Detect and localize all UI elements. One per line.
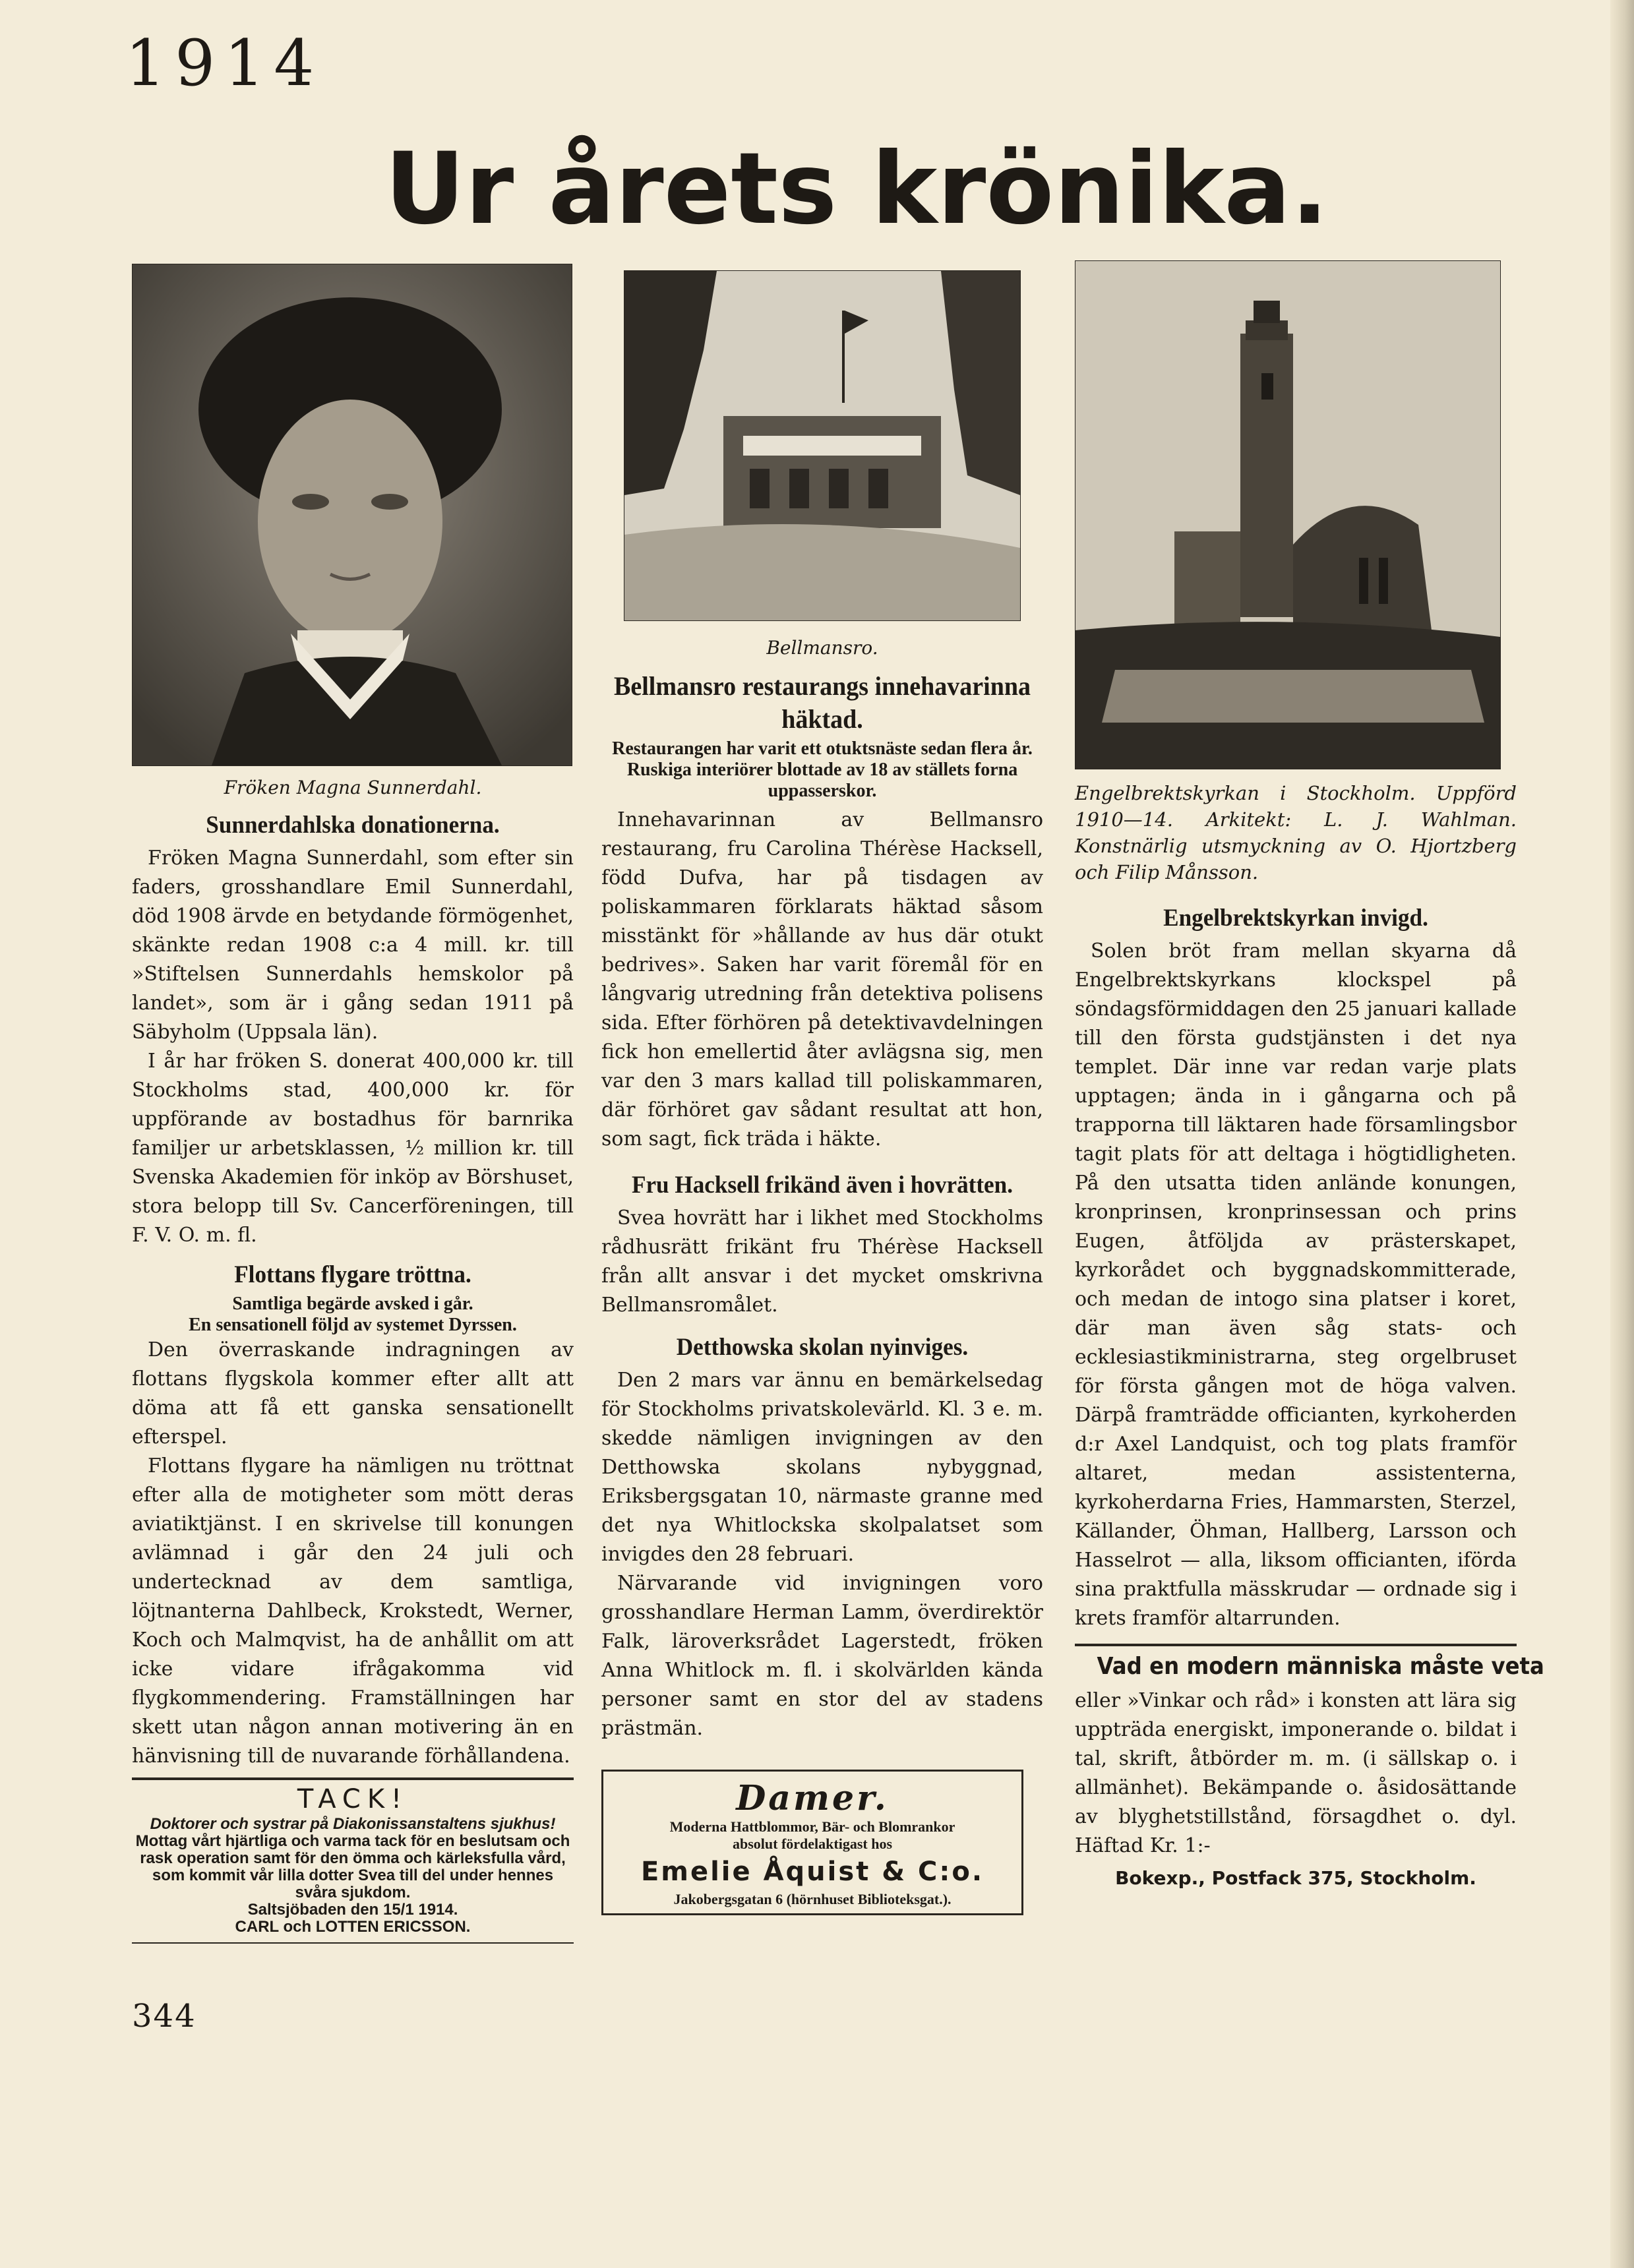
article-paragraph: Solen bröt fram mellan skyarna då Engelbrektskyrkans klockspel på söndagsförmiddagen den 25 januari kallade till den första gudstjänsten i det nya templet. Där inne var redan varje plats upptagen; ända in i gångarna och på trapporna till läktaren hade församlingsbor tagit plats för att deltaga i högtidligheten. På den utsatta tiden anlände konungen, kronprinsen, kronprinsessan och prins Eugen, åtföljda av prästerskapet, kyrkorådet och byggnadskommitterade, och medan de intogo sina platser i koret, där man även såg stats- och ecklesiastikministrarna, steg orgelbruset för första gången mot de höga valven. Därpå framträdde officianten, kyrkoherden d:r Axel Landquist, och tog plats framför altaret, medan assistenterna, kyrkoherdarna Fries, Hammarsten, Sterzel, Källander, Öhman, Hallberg, Larsson och Hasselrot — alla, liksom officianten, iförda sina praktfulla mässkrudar — ordnade sig i krets framför altarrunden. [1075,940,1517,1630]
bellmansro-photo [624,270,1021,621]
article-subheading: Restaurangen har varit ett otuktsnäste sedan flera år. [612,738,1033,759]
divider [132,1942,574,1944]
advertisement [1075,1653,1544,1889]
ad-title: Damer. [736,1778,889,1818]
photo-caption: Bellmansro. [766,637,878,659]
article-heading: Flottans flygare tröttna. [234,1261,471,1288]
notice-subtitle: Doktorer och systrar på Diakonissanstaltens sjukhus! [150,1815,556,1833]
portrait-photo [132,264,572,766]
page-title: Ur årets krönika. [384,132,1329,247]
divider [1075,1644,1517,1646]
article-heading: Detthowska skolan nyinviges. [676,1334,969,1361]
ad-line: Moderna Hattblommor, Bär- och Blomrankor [669,1818,955,1835]
ad-company: Emelie Åquist & C:o. [640,1857,984,1887]
divider [132,1777,574,1780]
column-middle [601,264,1043,1915]
year-heading: 1914 [125,26,324,100]
ad-line: absolut fördelaktigast hos [732,1835,893,1852]
advertisement [601,1770,1023,1915]
thank-you-notice [132,1784,574,1936]
page-number: 344 [132,1998,197,2035]
article-paragraph: Den överraskande indragningen av flottans flygskola kommer efter allt att döma att få ett ganska sensationellt efterspel. [132,1338,574,1448]
building-image [624,271,1020,620]
notice-signature: CARL och LOTTEN ERICSSON. [235,1918,471,1936]
article-heading: Engelbrektskyrkan invigd. [1163,905,1428,932]
photo-caption: Engelbrektskyrkan i Stockholm. Uppförd 1910—14. Arkitekt: L. J. Wahlman. Konstnärlig utsmyckning av O. Hjortzberg och Filip Månsson. [1075,782,1517,883]
ad-body: eller »Vinkar och råd» i konsten att lära sig uppträda energiskt, imponerande o. bildat i tal, skrift, åtbörder m. m. (i sällskap o. i allmänhet). Bekämpande o. åsidosättande av blyghetstillstånd, försagdhet o. dyl. Häftad Kr. 1:- [1075,1689,1517,1857]
church-photo [1075,260,1501,769]
article-paragraph: Den 2 mars var ännu en bemärkelsedag för Stockholms privatskolevärld. Kl. 3 e. m. skedde nämligen invigningen av den Detthowska skolans nybyggnad, Eriksbergsgatan 10, närmaste granne med det nya Whitlockska skolpalatset som invigdes den 28 februari. [601,1369,1043,1566]
article-paragraph: Svea hovrätt har i likhet med Stockholms rådhusrätt frikänt fru Thérèse Hacksell från allt ansvar i det mycket omskrivna Bellmansromålet. [601,1207,1043,1317]
page-edge [1610,0,1634,2268]
article-heading: Bellmansro restaurangs innehavarinna häktad. [613,671,1031,734]
article-paragraph: I år har fröken S. donerat 400,000 kr. till Stockholms stad, 400,000 kr. för uppförande av bostadhus för barnrika familjer ur arbetsklassen, ½ million kr. till Svenska Akademien för inköp av Börshuset, stora belopp till Sv. Cancerföreningen, till F. V. O. m. fl. [132,1050,574,1247]
portrait-image [133,264,572,765]
column-right [1075,260,1544,1889]
article-paragraph: Flottans flygare ha nämligen nu tröttnat efter alla de motigheter som mött deras aviatiktjänst. I en skrivelse till konungen avlämnad i går den 24 juli och undertecknad av dem samtliga, löjtnanterna Dahlbeck, Krokstedt, Werner, Koch och Malmqvist, ha de anhållit om att icke vidare ifrågakomma vid flygkommendering. Framställningen har skett utan någon annan motivering än en hänvisning till de nuvarande förhållandena. [132,1454,574,1768]
column-left [132,264,574,1948]
article-paragraph: Fröken Magna Sunnerdahl, som efter sin faders, grosshandlare Emil Sunnerdahl, död 1908 ärvde en betydande förmögenhet, skänkte redan 1908 c:a 4 mill. kr. till »Stiftelsen Sunnerdahls hemskolor på landet», som är i gång sedan 1911 på Säbyholm (Uppsala län). [132,847,574,1044]
notice-body: Mottag vårt hjärtliga och varma tack för en beslutsam och rask operation samt för den ömma och kärleksfulla vård, som kommit vår lilla dotter Svea till del under hennes svåra sjukdom. [135,1832,570,1901]
church-image [1075,261,1500,769]
notice-title: TACK! [297,1784,409,1814]
article-subheading: Ruskiga interiörer blottade av 18 av ställets forna uppasserskor. [626,760,1018,801]
portrait-caption: Fröken Magna Sunnerdahl. [224,777,482,798]
ad-footer: Bokexp., Postfack 375, Stockholm. [1115,1867,1476,1889]
article-heading: Fru Hacksell frikänd även i hovrätten. [631,1172,1014,1199]
article-paragraph: Innehavarinnan av Bellmansro restaurang, fru Carolina Thérèse Hacksell, född Dufva, har på tisdagen av poliskammaren förklarats häktad såsom misstänkt för »hållande av hus där otukt bedrives». Saken har varit föremål för en långvarig utredning från detektiva polisens sida. Efter förhören på detektivavdelningen fick hon emellertid åter avlägsna sig, men var den 3 mars kallad till poliskammaren, där förhöret gav sådant resultat att hon, som sagt, fick träda i häkte. [601,808,1043,1150]
ad-heading: Vad en modern människa måste veta [1097,1653,1544,1680]
article-heading: Sunnerdahlska donationerna. [206,812,500,839]
notice-date: Saltsjöbaden den 15/1 1914. [247,1901,458,1919]
article-paragraph: Närvarande vid invigningen voro grosshandlare Herman Lamm, överdirektör Falk, läroverksrådet Lagerstedt, fröken Anna Whitlock m. fl. i skolvärlden kända personer samt en stor del av stadens prästmän. [601,1572,1043,1740]
ad-address: Jakobergsgatan 6 (hörnhuset Biblioteksgat.). [673,1891,952,1907]
article-subheading: Samtliga begärde avsked i går. [232,1294,473,1314]
article-subheading: En sensationell följd av systemet Dyrssen. [189,1315,517,1335]
